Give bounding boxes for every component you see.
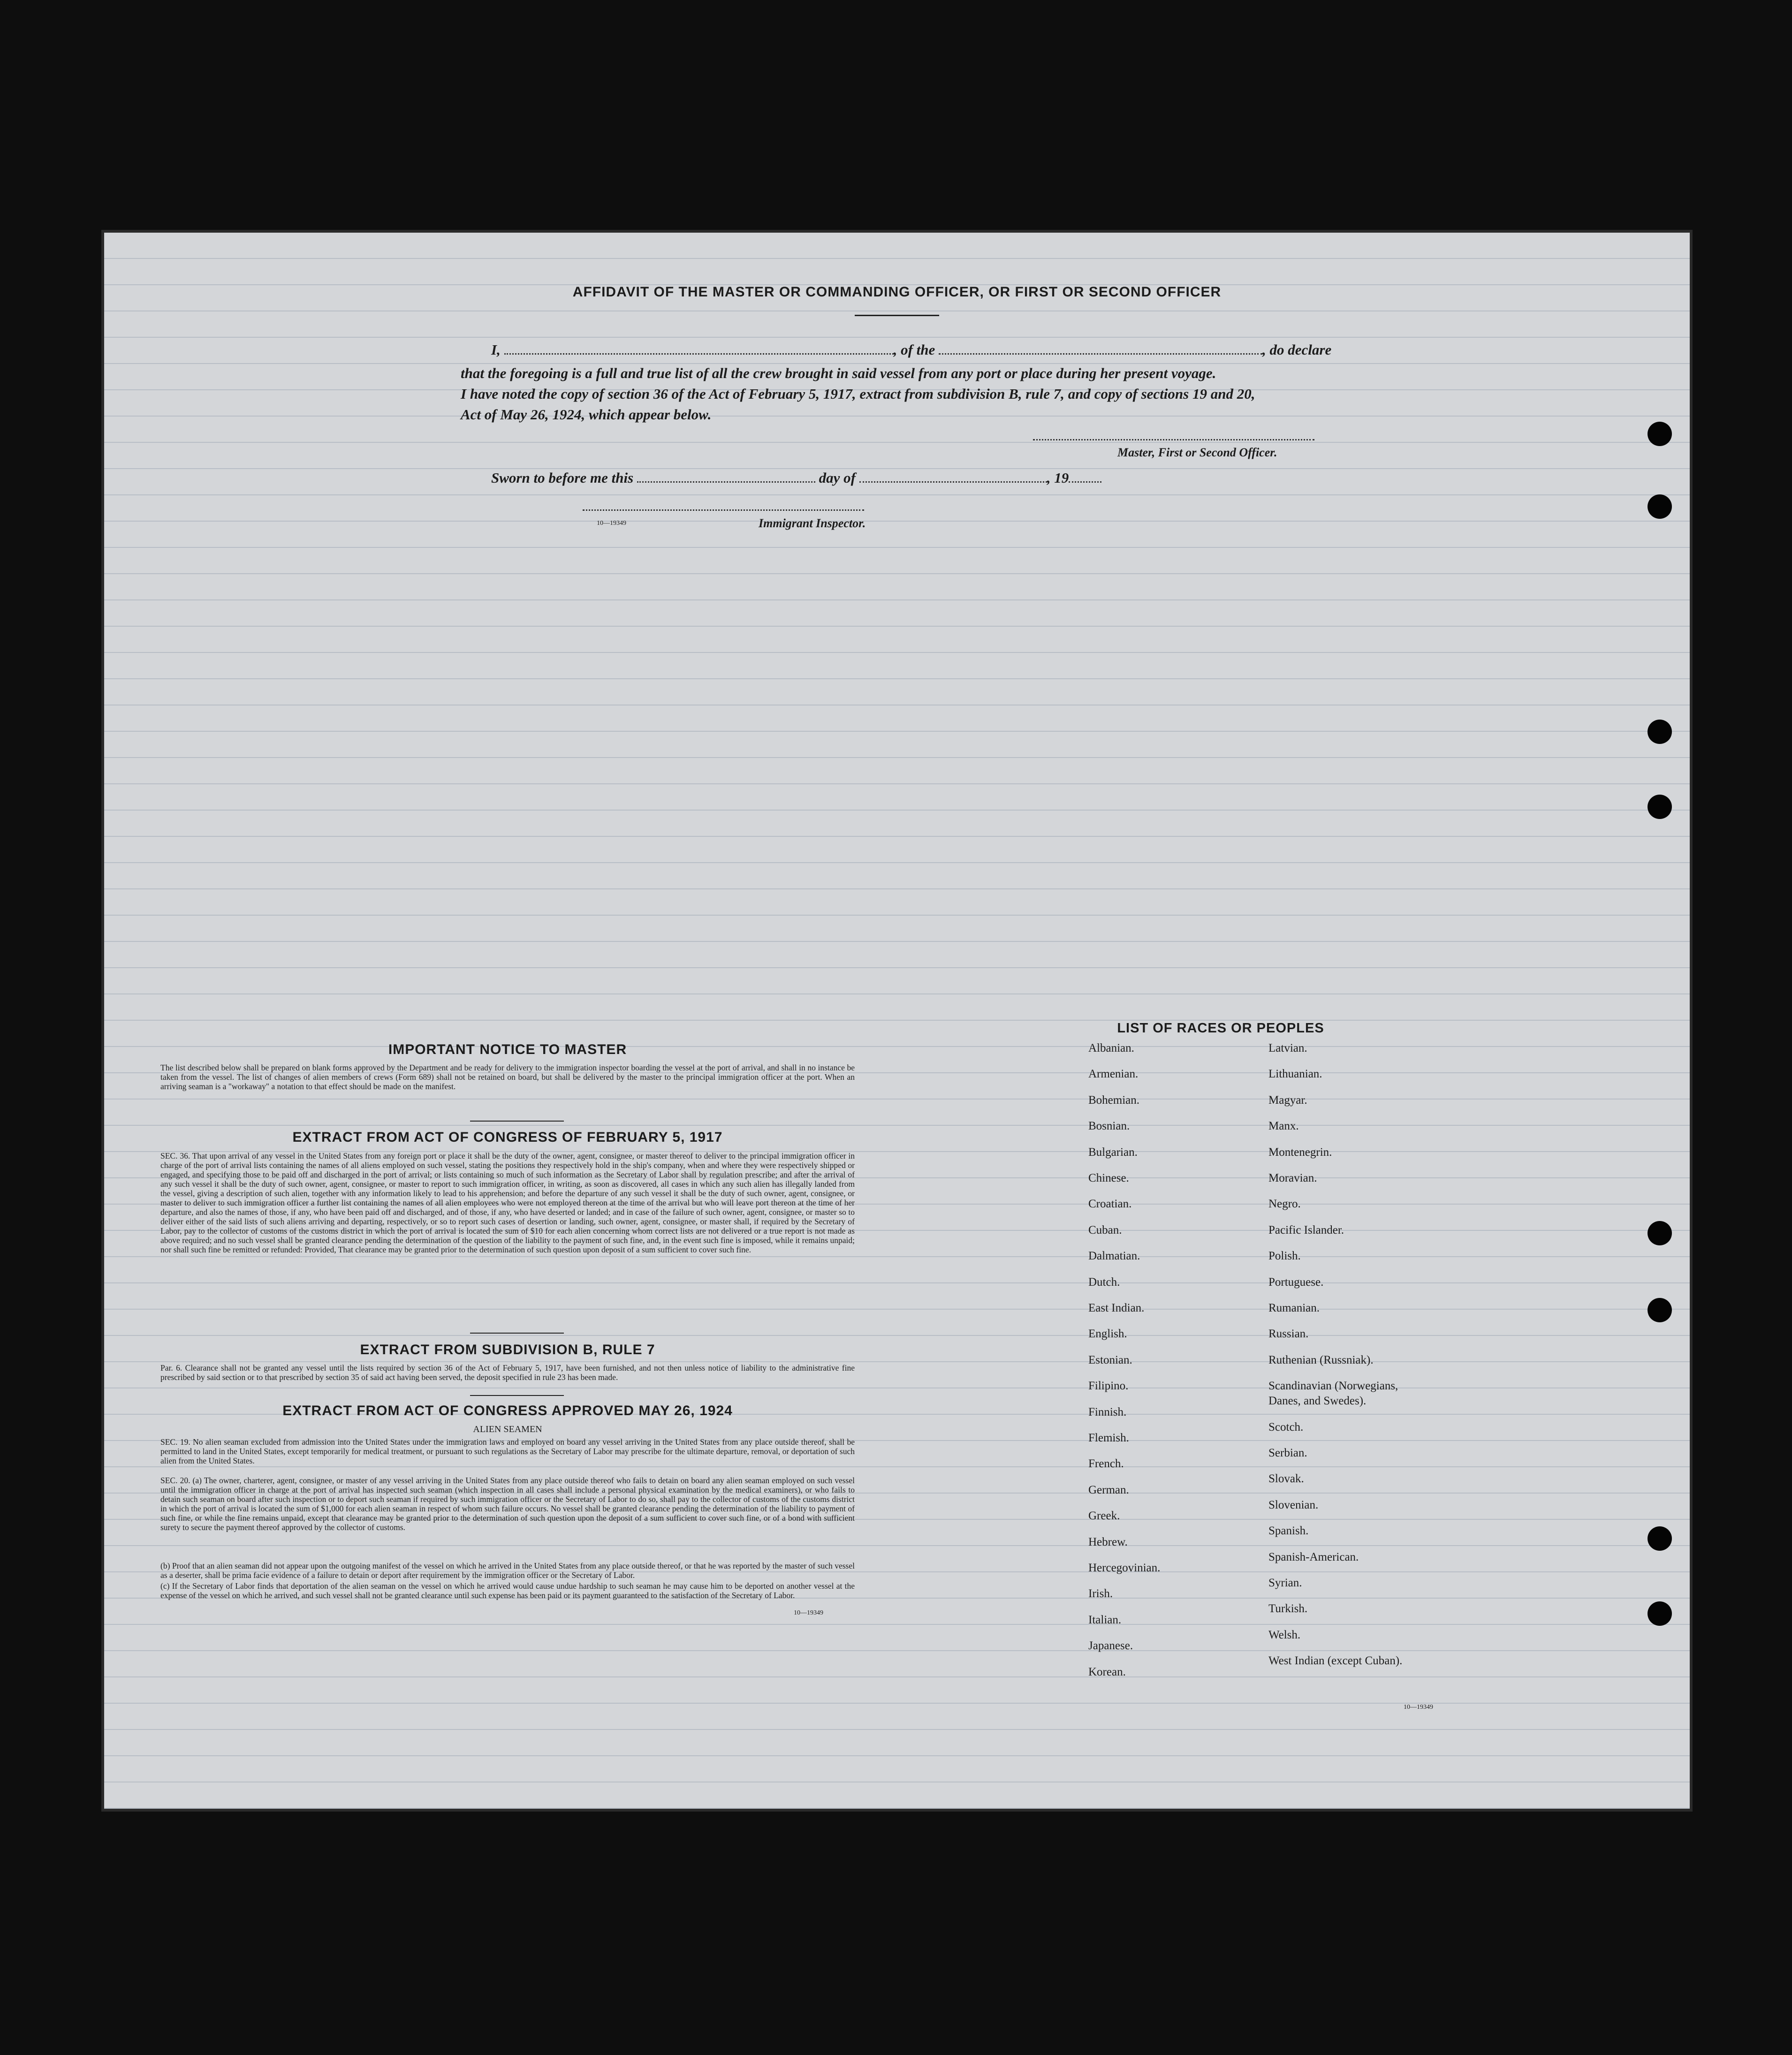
sworn-end: , 19 <box>1047 470 1069 486</box>
sworn-mid: day of <box>819 470 856 486</box>
inspector-label: Immigrant Inspector. <box>759 516 866 530</box>
extract-1917-text: SEC. 36. That upon arrival of any vessel in the United States from any foreign port or place it shall be the duty of the owner, agent, consignee, or master thereof to deliver to the principal immigration officer in charge of the port of arrival lists containing the names of all aliens employed on such vessel, stating the positions they respectively hold in the ship's company, when and where they were respectively shipped or engaged, and specifying those to be paid off and discharged in the port of arrival; or lists containing so much of such information as the Secretary of Labor shall by regulation prescribe; and after the arrival of any such vessel it shall be the duty of such owner, agent, consignee, or master to report to such immigration officer, in writing, as soon as discovered, all cases in which any such alien has illegally landed from the vessel, giving a description of such alien, together with any information likely to lead to his apprehension; and before the departure of any such vessel it shall be the duty of such owner, agent, consignee, or master to deliver to such immigration officer a further list containing the names of all alien employees who were not employed thereon at the time of the arrival but who will leave port thereon at the time of her departure, and also the names of those, if any, who have been paid off and discharged, and of those, if any, who have deserted or landed; and in case of the failure of such owner, agent, consignee, or master so to deliver either of the said lists of such aliens arriving and departing, respectively, or so to report such cases of desertion or landing, such owner, agent, consignee, or master shall, if required by the Secretary of Labor, pay to the collector of customs of the customs district in which the port of arrival is located the sum of $10 for each alien concerning whom correct lists are not delivered or a true report is not made as above required; and no such vessel shall be granted clearance pending the determination of the question of the liability to the payment of such fine, and, in the event such fine is imposed, while it remains unpaid; nor shall such fine be remitted or refunded: Provided, That clearance may be granted prior to the determination of such question upon deposit of a sum sufficient to cover such fine. <box>160 1151 855 1254</box>
affidavit-line-2: that the foregoing is a full and true list of all the crew brought in said vessel from any port or place during her present voyage. <box>461 365 1216 381</box>
affidavit-title: AFFIDAVIT OF THE MASTER OR COMMANDING OFFICER, OR FIRST OR SECOND OFFICER <box>572 284 1222 300</box>
race-item: Slovak. <box>1268 1472 1304 1486</box>
rule7-text: Par. 6. Clearance shall not be granted any vessel until the lists required by section 36 of the Act of February 5, 1917, have been furnished, and not then unless notice of liability to the administrative fine prescribed by said section or to that prescribed by section 35 of said act having been served, the deposit specified in rule 23 has been made. <box>160 1363 855 1382</box>
race-item: Japanese. <box>1088 1639 1133 1653</box>
race-item: Ruthenian (Russniak). <box>1268 1353 1374 1366</box>
race-item: Hercegovinian. <box>1088 1562 1161 1574</box>
race-item: Moravian. <box>1268 1172 1317 1184</box>
race-item: Bulgarian. <box>1088 1145 1138 1159</box>
race-item: Filipino. <box>1088 1380 1129 1393</box>
affidavit-line1-start: I, <box>491 341 501 358</box>
affidavit-line-3: I have noted the copy of section 36 of the Act of February 5, 1917, extract from subdivision B, rule 7, and copy of sections 19 and 20, <box>461 386 1255 402</box>
race-item: Italian. <box>1088 1613 1122 1626</box>
race-item: Albanian. <box>1088 1042 1134 1054</box>
vessel-blank[interactable] <box>939 353 1262 355</box>
race-item: Syrian. <box>1268 1577 1302 1589</box>
race-item: Welsh. <box>1268 1628 1301 1641</box>
race-item: French. <box>1088 1457 1124 1471</box>
race-item: Serbian. <box>1268 1447 1307 1459</box>
divider <box>855 315 939 316</box>
sec20c-text: (c) If the Secretary of Labor finds that deportation of the alien seaman on the vessel on which he arrived would cause undue hardship to such seaman he may cause him to be deported on another vessel at the expense of the vessel on which he arrived, and such vessel shall not be granted clearance until such expense has been paid or its payment guaranteed to the satisfaction of the Secretary of Labor. <box>160 1581 855 1600</box>
races-title: LIST OF RACES OR PEOPLES <box>1117 1021 1324 1036</box>
race-item: German. <box>1088 1483 1129 1496</box>
sec20a-text: SEC. 20. (a) The owner, charterer, agent, consignee, or master of any vessel arriving in the United States from any place outside thereof who fails to detain on board any alien seaman employed on such vessel until the immigration officer in charge at the port of arrival has inspected such seaman (which inspection in all cases shall include a personal physical examination by the medical examiners), or who fails to detain such seaman on board after such inspection or to deport such seaman if required by such immigration officer or the Secretary of Labor to do so, shall pay to the collector of customs of the customs district in which the port of arrival is located the sum of $1,000 for each alien seaman in respect of whom such failure occurs. No vessel shall be granted clearance pending the determination of the liability to payment of such fine, or while the fine remains unpaid, except that clearance may be granted prior to the determination of such question upon the deposit of a sum sufficient to cover such fine, or of a bond with sufficient surety to secure the payment thereof approved by the collector of customs. <box>160 1476 855 1532</box>
extract-form-number: 10—19349 <box>794 1609 823 1616</box>
race-item: English. <box>1088 1327 1127 1341</box>
punch-hole <box>1648 1526 1672 1551</box>
race-item: Russian. <box>1268 1327 1309 1341</box>
sec20b-text: (b) Proof that an alien seaman did not appear upon the outgoing manifest of the vessel on which he arrived in the United States from any place outside thereof, or that he was reported by the master of such vessel as a deserter, shall be prima facie evidence of a failure to detain or deport after requirement by the immigration officer or the Secretary of Labor. <box>160 1561 855 1580</box>
name-blank[interactable] <box>504 353 894 355</box>
punch-hole <box>1648 1601 1672 1626</box>
affidavit-line-1 <box>491 341 1331 358</box>
race-item: Turkish. <box>1268 1602 1308 1615</box>
extract-1917-title: EXTRACT FROM ACT OF CONGRESS OF FEBRUARY 5, 1917 <box>292 1130 723 1145</box>
race-item: Scandinavian (Norwegians, <box>1268 1380 1398 1393</box>
race-item: Pacific Islander. <box>1268 1223 1344 1236</box>
divider <box>470 1333 564 1334</box>
race-item: Croatian. <box>1088 1198 1132 1211</box>
affidavit-line1-end: , do declare <box>1262 341 1332 358</box>
race-item: Latvian. <box>1268 1042 1307 1054</box>
sworn-line <box>491 470 1101 486</box>
affidavit-form-number: 10—19349 <box>597 520 626 527</box>
race-item: Montenegrin. <box>1268 1145 1332 1159</box>
year-blank[interactable] <box>1069 481 1101 483</box>
race-item: Lithuanian. <box>1268 1068 1322 1081</box>
race-item: West Indian (except Cuban). <box>1268 1654 1403 1668</box>
race-item: Finnish. <box>1088 1405 1127 1418</box>
sec19-text: SEC. 19. No alien seaman excluded from admission into the United States under the immigration laws and employed on board any vessel arriving in the United States from any place outside thereof, shall be permitted to land in the United States, except temporarily for medical treatment, or pursuant to such regulations as the Secretary of Labor may prescribe for the ultimate departure, removal, or deportation of such alien from the United States. <box>160 1437 855 1465</box>
master-signature-line[interactable] <box>1033 439 1314 440</box>
race-item: Cuban. <box>1088 1223 1122 1236</box>
race-item: Bohemian. <box>1088 1093 1140 1107</box>
race-item: Korean. <box>1088 1665 1126 1678</box>
race-item: Manx. <box>1268 1120 1299 1133</box>
sworn-start: Sworn to before me this <box>491 470 634 486</box>
race-item: Dalmatian. <box>1088 1250 1140 1263</box>
rule7-title: EXTRACT FROM SUBDIVISION B, RULE 7 <box>360 1342 655 1357</box>
punch-hole <box>1648 494 1672 519</box>
punch-hole <box>1648 1221 1672 1245</box>
race-item: East Indian. <box>1088 1302 1145 1314</box>
affidavit-line1-mid: , of the <box>893 341 935 358</box>
divider <box>470 1395 564 1396</box>
punch-hole <box>1648 795 1672 819</box>
master-signature-label: Master, First or Second Officer. <box>1117 446 1277 459</box>
race-item: Portuguese. <box>1268 1275 1324 1289</box>
divider <box>470 1121 564 1122</box>
race-item: Armenian. <box>1088 1068 1139 1081</box>
race-item: Estonian. <box>1088 1353 1132 1366</box>
races-form-number: 10—19349 <box>1404 1704 1433 1711</box>
punch-hole <box>1648 1298 1672 1322</box>
race-item: Slovenian. <box>1268 1498 1319 1511</box>
extract-1924-subtitle: ALIEN SEAMEN <box>473 1424 542 1434</box>
extract-1924-title: EXTRACT FROM ACT OF CONGRESS APPROVED MAY 26, 1924 <box>282 1403 733 1418</box>
day-blank[interactable] <box>637 481 815 483</box>
race-item: Spanish. <box>1268 1524 1309 1538</box>
inspector-signature-line[interactable] <box>583 509 864 511</box>
punch-hole <box>1648 720 1672 744</box>
race-item: Negro. <box>1268 1198 1301 1211</box>
punch-hole <box>1648 422 1672 446</box>
document-page <box>104 233 1690 1809</box>
race-item: Spanish-American. <box>1268 1550 1359 1563</box>
race-item: Polish. <box>1268 1250 1301 1263</box>
race-item: Flemish. <box>1088 1432 1129 1444</box>
race-item: Danes, and Swedes). <box>1268 1395 1367 1408</box>
race-item: Hebrew. <box>1088 1535 1128 1548</box>
notice-title: IMPORTANT NOTICE TO MASTER <box>388 1042 627 1057</box>
race-item: Magyar. <box>1268 1093 1307 1107</box>
notice-text: The list described below shall be prepared on blank forms approved by the Department and be ready for delivery to the immigration inspector boarding the vessel at the port of arrival, and shall in no instance be taken from the vessel. The list of changes of alien members of crews (Form 689) shall not be retained on board, but shall be delivered by the master to the principal immigration officer at the port. When an arriving seaman is a "workaway" a notation to that effect should be made on the manifest. <box>160 1063 855 1091</box>
race-item: Chinese. <box>1088 1172 1129 1184</box>
race-item: Bosnian. <box>1088 1120 1130 1133</box>
affidavit-line-4: Act of May 26, 1924, which appear below. <box>461 406 712 423</box>
race-item: Dutch. <box>1088 1275 1120 1289</box>
race-item: Rumanian. <box>1268 1302 1320 1314</box>
race-item: Greek. <box>1088 1509 1120 1523</box>
race-item: Scotch. <box>1268 1420 1304 1433</box>
month-blank[interactable] <box>859 481 1047 483</box>
race-item: Irish. <box>1088 1587 1113 1600</box>
